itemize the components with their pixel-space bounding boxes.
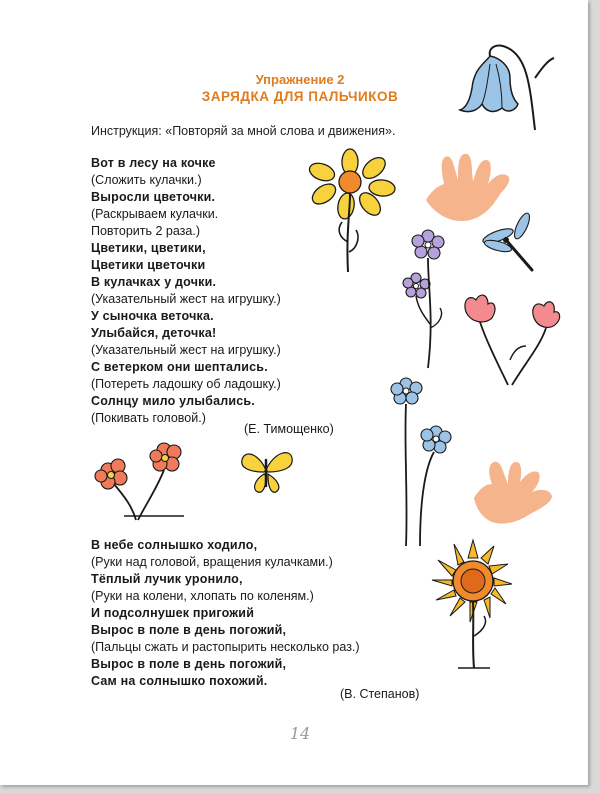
poem1-line: (Указательный жест на игрушку.) xyxy=(91,343,281,357)
blue-flowers-icon xyxy=(390,376,460,546)
poem1-line: (Раскрываем кулачки. xyxy=(91,207,219,221)
poem1-line: Цветики цветочки xyxy=(91,258,206,272)
purple-flowers-icon xyxy=(398,228,458,368)
dragonfly-icon xyxy=(478,212,538,272)
poem2-line: Тёплый лучик уронило, xyxy=(91,572,243,586)
poem1-line: У сыночка веточка. xyxy=(91,309,214,323)
exercise-title: ЗАРЯДКА ДЛЯ ПАЛЬЧИКОВ xyxy=(201,89,399,104)
poem1-line: (Потереть ладошку об ладошку.) xyxy=(91,377,281,391)
poem2-line: Вырос в поле в день погожий, xyxy=(91,623,287,637)
poem2-line: В небе солнышко ходило, xyxy=(91,538,258,552)
poem2-line: Вырос в поле в день погожий, xyxy=(91,657,287,671)
butterfly-icon xyxy=(236,446,296,496)
hand-icon-2 xyxy=(470,458,555,528)
page-number: 14 xyxy=(289,724,311,743)
poem2-author: (В. Степанов) xyxy=(340,687,420,701)
poem1-line: Вот в лесу на кочке xyxy=(91,156,216,170)
bluebell-flower-icon xyxy=(430,38,550,128)
poem-stepanov xyxy=(91,537,360,690)
red-flowers-icon xyxy=(94,440,194,520)
poem2-line: (Пальцы сжать и растопырить несколько раз.) xyxy=(91,640,360,654)
poem2-line: (Руки над головой, вращения кулачками.) xyxy=(91,555,333,569)
sunflower-icon xyxy=(428,536,518,676)
poem1-line: (Указательный жест на игрушку.) xyxy=(91,292,281,306)
poem1-line: Цветики, цветики, xyxy=(91,241,206,255)
exercise-instruction: Инструкция: «Повторяй за мной слова и движения». xyxy=(91,124,396,138)
poem1-line: Солнцу мило улыбались. xyxy=(91,394,255,408)
poem1-line: (Сложить кулачки.) xyxy=(91,173,202,187)
pink-flowers-icon xyxy=(456,290,566,385)
yellow-daisy-icon xyxy=(300,152,400,272)
poem2-line: (Руки на колени, хлопать по коленям.) xyxy=(91,589,314,603)
poem1-line: Повторить 2 раза.) xyxy=(91,224,200,238)
poem1-line: С ветерком они шептались. xyxy=(91,360,268,374)
poem1-line: Выросли цветочки. xyxy=(91,190,216,204)
poem1-line: В кулачках у дочки. xyxy=(91,275,217,289)
poem-timoshchenko xyxy=(91,155,281,427)
poem1-author: (Е. Тимощенко) xyxy=(244,422,334,436)
poem2-line: И подсолнушек пригожий xyxy=(91,606,255,620)
exercise-number: Упражнение 2 xyxy=(255,72,345,87)
poem2-line: Сам на солнышко похожий. xyxy=(91,674,268,688)
poem1-line: (Покивать головой.) xyxy=(91,411,206,425)
poem1-line: Улыбайся, деточка! xyxy=(91,326,217,340)
